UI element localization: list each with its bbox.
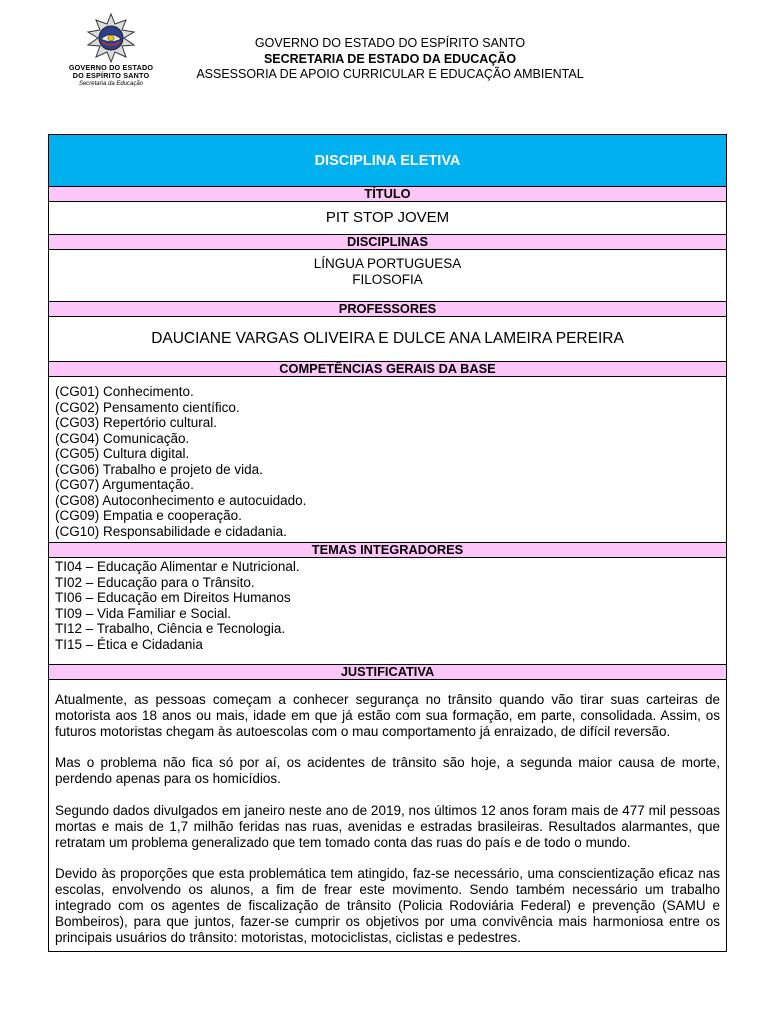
list-item: TI12 – Trabalho, Ciência e Tecnologia.	[55, 621, 286, 636]
header-line-2: SECRETARIA DE ESTADO DA EDUCAÇÃO	[263, 51, 517, 66]
section-header-titulo: TÍTULO	[49, 187, 726, 202]
disciplina-item: FILOSOFIA	[352, 272, 423, 287]
logo-line-3: Secretaria da Educação	[78, 81, 144, 87]
competencias-list	[49, 377, 726, 543]
government-logo	[62, 12, 160, 96]
list-item: (CG08) Autoconhecimento e autocuidado.	[55, 492, 307, 508]
list-item: (CG03) Repertório cultural.	[55, 415, 218, 430]
list-item: (CG06) Trabalho e projeto de vida.	[55, 461, 263, 477]
list-item: (CG05) Cultura digital.	[55, 446, 190, 461]
list-item: (CG01) Conhecimento.	[55, 384, 194, 399]
list-item: TI02 – Educação para o Trânsito.	[55, 574, 255, 590]
disciplinas-list	[49, 250, 726, 302]
document-header	[160, 36, 620, 83]
section-header-temas: TEMAS INTEGRADORES	[49, 543, 726, 558]
logo-line-1: GOVERNO DO ESTADO	[68, 63, 154, 72]
banner-title: DISCIPLINA ELETIVA	[49, 135, 726, 187]
list-item: (CG10) Responsabilidade e cidadania.	[55, 523, 287, 539]
section-header-competencias: COMPETÊNCIAS GERAIS DA BASE	[49, 362, 726, 377]
disciplina-item: LÍNGUA PORTUGUESA	[313, 256, 462, 271]
paragraph: Segundo dados divulgados em janeiro neste ano de 2019, nos últimos 12 anos foram mais de 477 mil pessoas mortas e mais de 1,7 milhão feridas nas ruas, avenidas e estradas brasileiras. Resultados alarmantes, que retratam um problema generalizado que tem tomado conta das ruas do país e de todo o mundo.	[55, 802, 720, 850]
section-header-disciplinas: DISCIPLINAS	[49, 235, 726, 250]
list-item: TI06 – Educação em Direitos Humanos	[55, 590, 291, 605]
professores-value: DAUCIANE VARGAS OLIVEIRA E DULCE ANA LAMEIRA PEREIRA	[49, 317, 726, 362]
header-line-1: GOVERNO DO ESTADO DO ESPÍRITO SANTO	[254, 36, 526, 50]
elective-form-table	[48, 134, 727, 952]
paragraph: Devido às proporções que esta problemática tem atingido, faz-se necessário, uma conscientização eficaz nas escolas, envolvendo os alunos, a fim de frear este movimento. Sendo também necessário um trabalho integrado com os agentes de fiscalização de trânsito (Policia Rodoviária Federal) e prevenção (SAMU e Bombeiros), para que juntos, fazer-se cumprir os objetivos por uma convivência mais harmoniosa entre os principais usuários do trânsito: motoristas, motociclistas, ciclistas e pedestres.	[55, 866, 720, 945]
section-header-professores: PROFESSORES	[49, 302, 726, 317]
section-header-justificativa: JUSTIFICATIVA	[49, 665, 726, 680]
paragraph: Mas o problema não fica só por aí, os acidentes de trânsito são hoje, a segunda maior causa de morte, perdendo apenas para os homicídios.	[55, 755, 720, 787]
list-item: (CG07) Argumentação.	[55, 477, 194, 492]
list-item: TI04 – Educação Alimentar e Nutricional.	[55, 559, 300, 574]
list-item: (CG09) Empatia e cooperação.	[55, 508, 242, 523]
header-line-3: ASSESSORIA DE APOIO CURRICULAR E EDUCAÇÃO AMBIENTAL	[196, 67, 584, 81]
list-item: TI09 – Vida Familiar e Social.	[55, 605, 232, 621]
justificativa-text	[49, 680, 726, 951]
list-item: (CG04) Comunicação.	[55, 430, 190, 446]
list-item: (CG02) Pensamento científico.	[55, 399, 240, 415]
titulo-value: PIT STOP JOVEM	[49, 202, 726, 235]
logo-line-2: DO ESPÍRITO SANTO	[72, 71, 150, 80]
coat-of-arms-icon	[80, 12, 142, 64]
temas-list	[49, 558, 726, 665]
list-item: TI15 – Ética e Cidadania	[55, 636, 203, 652]
paragraph: Atualmente, as pessoas começam a conhecer segurança no trânsito quando vão tirar suas carteiras de motorista aos 18 anos ou mais, idade em que já estão com sua formação, em parte, consolidada. Assim, os futuros motoristas chegam às autoescolas com o mau comportamento já enraizado, de difícil reversão.	[55, 692, 720, 739]
